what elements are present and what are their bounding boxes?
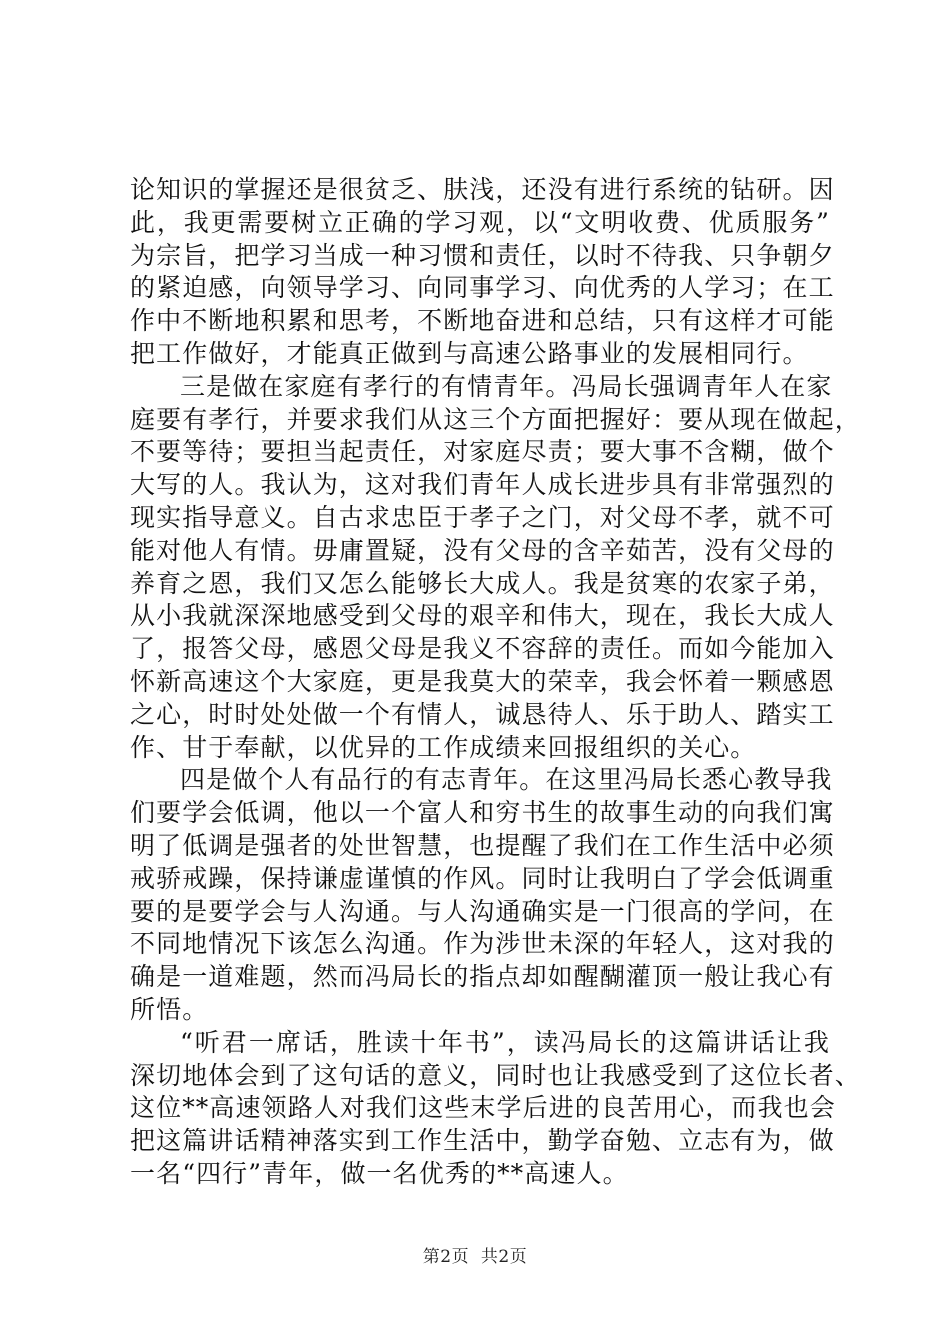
text-line: 大写的人。我认为，这对我们青年人成长进步具有非常强烈的 bbox=[130, 470, 835, 500]
text-line: 深切地体会到了这句话的意义，同时也让我感受到了这位长者、 bbox=[130, 1060, 861, 1090]
body-text bbox=[130, 174, 861, 1191]
text-line: 此，我更需要树立正确的学习观，以“文明收费、优质服务” bbox=[130, 207, 830, 237]
text-line: 确是一道难题，然而冯局长的指点却如醒醐灌顶一般让我心有 bbox=[130, 962, 835, 992]
text-line: 们要学会低调，他以一个富人和穷书生的故事生动的向我们寓 bbox=[130, 798, 835, 828]
paragraph-start-line: “听君一席话，胜读十年书”，读冯局长的这篇讲话让我 bbox=[180, 1027, 830, 1057]
text-line: 明了低调是强者的处世智慧，也提醒了我们在工作生活中必须 bbox=[130, 830, 835, 860]
text-line: 为宗旨，把学习当成一种习惯和责任，以时不待我、只争朝夕 bbox=[130, 240, 835, 270]
text-line: 养育之恩，我们又怎么能够长大成人。我是贫寒的农家子弟， bbox=[130, 568, 835, 598]
text-line: 所悟。 bbox=[130, 994, 209, 1024]
paragraph-start-line: 四是做个人有品行的有志青年。在这里冯局长悉心教导我 bbox=[180, 765, 833, 795]
text-line: 能对他人有情。毋庸置疑，没有父母的含辛茹苦，没有父母的 bbox=[130, 535, 835, 565]
text-line: 戒骄戒躁，保持谦虚谨慎的作风。同时让我明白了学会低调重 bbox=[130, 863, 835, 893]
text-line: 不同地情况下该怎么沟通。作为涉世未深的年轻人，这对我的 bbox=[130, 929, 835, 959]
text-line: 的紧迫感，向领导学习、向同事学习、向优秀的人学习；在工 bbox=[130, 273, 835, 303]
text-line: 从小我就深深地感受到父母的艰辛和伟大，现在，我长大成人 bbox=[130, 601, 835, 631]
text-line: 把工作做好，才能真正做到与高速公路事业的发展相同行。 bbox=[130, 338, 809, 368]
text-line: 论知识的掌握还是很贫乏、肤浅，还没有进行系统的钻研。因 bbox=[130, 175, 835, 204]
text-line: 这位**高速领路人对我们这些末学后进的良苦用心，而我也会 bbox=[130, 1093, 836, 1123]
text-line: 作、甘于奉献，以优异的工作成绩来回报组织的关心。 bbox=[130, 732, 757, 762]
text-line: 作中不断地积累和思考，不断地奋进和总结，只有这样才可能 bbox=[130, 306, 835, 336]
text-line: 把这篇讲话精神落实到工作生活中，勤学奋勉、立志有为，做 bbox=[130, 1126, 835, 1156]
text-line: 庭要有孝行，并要求我们从这三个方面把握好：要从现在做起， bbox=[130, 404, 861, 434]
page-number: 第2页 bbox=[422, 1247, 470, 1267]
page-footer bbox=[0, 1242, 950, 1267]
page-total: 共2页 bbox=[480, 1247, 528, 1267]
paragraph-start-line: 三是做在家庭有孝行的有情青年。冯局长强调青年人在家 bbox=[180, 371, 833, 401]
text-line: 不要等待；要担当起责任，对家庭尽责；要大事不含糊，做个 bbox=[130, 437, 835, 467]
text-line: 之心，时时处处做一个有情人，诚恳待人、乐于助人、踏实工 bbox=[130, 699, 835, 729]
text-line: 一名“四行”青年，做一名优秀的**高速人。 bbox=[130, 1158, 629, 1188]
text-line: 了，报答父母，感恩父母是我义不容辞的责任。而如今能加入 bbox=[130, 634, 835, 664]
text-line: 要的是要学会与人沟通。与人沟通确实是一门很高的学问，在 bbox=[130, 896, 835, 926]
text-line: 现实指导意义。自古求忠臣于孝子之门，对父母不孝，就不可 bbox=[130, 502, 835, 532]
text-line: 怀新高速这个大家庭，更是我莫大的荣幸，我会怀着一颗感恩 bbox=[130, 666, 835, 696]
